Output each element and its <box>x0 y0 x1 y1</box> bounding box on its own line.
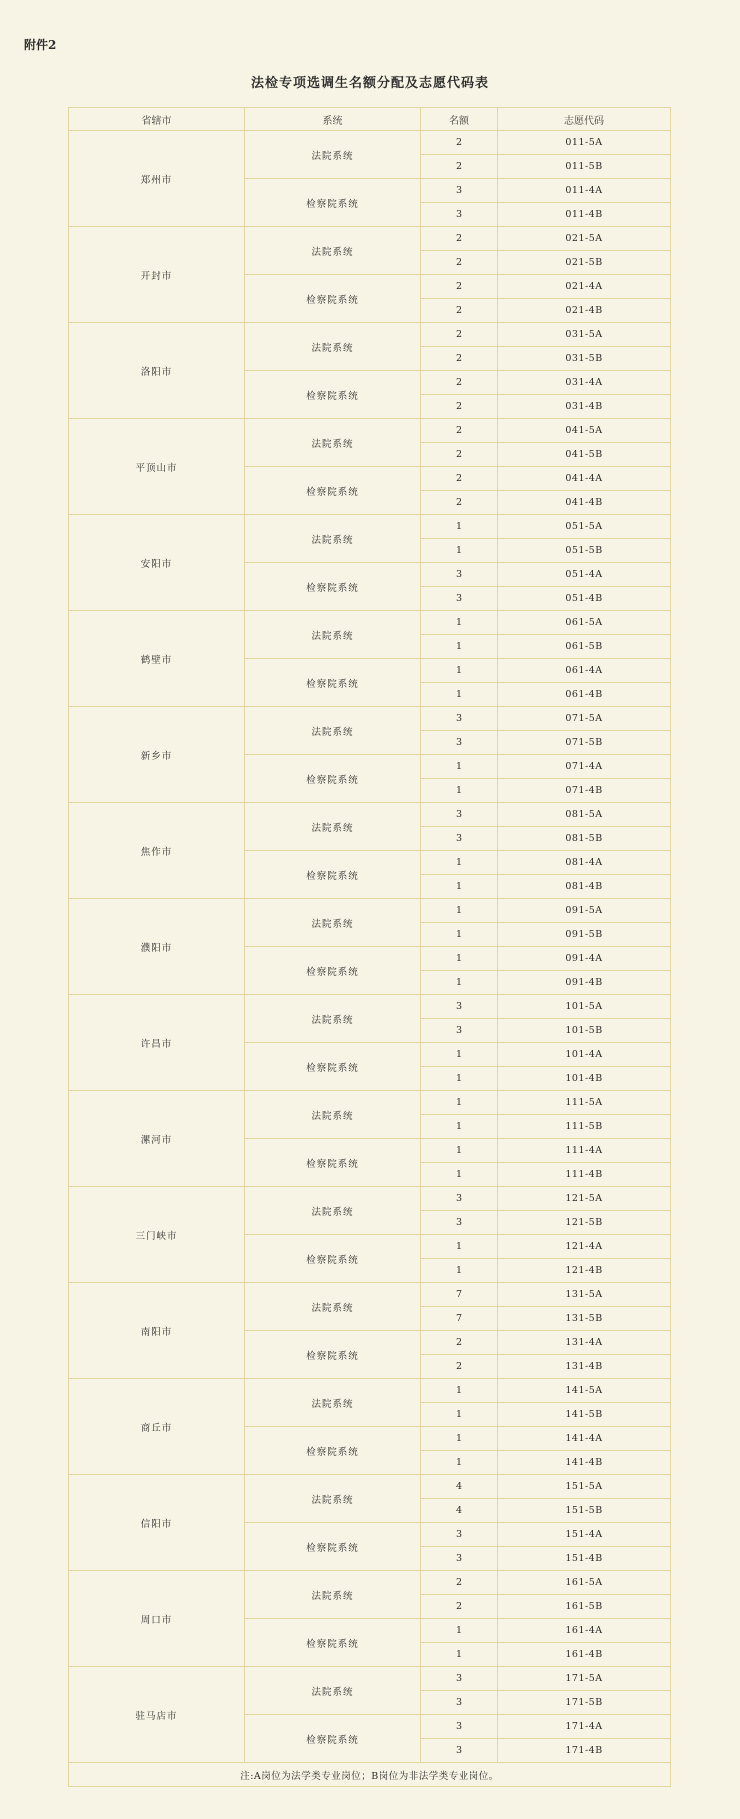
quota-cell: 3 <box>421 1691 498 1715</box>
quota-cell: 1 <box>421 1403 498 1427</box>
code-cell: 101-5B <box>498 1019 671 1043</box>
quota-cell: 1 <box>421 947 498 971</box>
system-cell: 检察院系统 <box>245 1331 421 1379</box>
quota-cell: 3 <box>421 1739 498 1763</box>
quota-cell: 2 <box>421 467 498 491</box>
city-cell: 南阳市 <box>69 1283 245 1379</box>
code-cell: 111-5A <box>498 1091 671 1115</box>
code-cell: 141-5B <box>498 1403 671 1427</box>
quota-cell: 2 <box>421 395 498 419</box>
code-cell: 061-4A <box>498 659 671 683</box>
quota-cell: 1 <box>421 1259 498 1283</box>
quota-table <box>68 107 671 1787</box>
code-cell: 171-5B <box>498 1691 671 1715</box>
quota-cell: 1 <box>421 1451 498 1475</box>
system-cell: 法院系统 <box>245 707 421 755</box>
city-cell: 信阳市 <box>69 1475 245 1571</box>
code-cell: 131-4B <box>498 1355 671 1379</box>
quota-cell: 1 <box>421 923 498 947</box>
code-cell: 141-4B <box>498 1451 671 1475</box>
quota-cell: 2 <box>421 1595 498 1619</box>
system-cell: 法院系统 <box>245 899 421 947</box>
code-cell: 021-5A <box>498 227 671 251</box>
city-cell: 濮阳市 <box>69 899 245 995</box>
code-cell: 041-4A <box>498 467 671 491</box>
system-cell: 检察院系统 <box>245 755 421 803</box>
code-cell: 011-4A <box>498 179 671 203</box>
code-cell: 151-4A <box>498 1523 671 1547</box>
code-cell: 071-4B <box>498 779 671 803</box>
code-cell: 041-5A <box>498 419 671 443</box>
code-cell: 051-4A <box>498 563 671 587</box>
system-cell: 检察院系统 <box>245 1235 421 1283</box>
quota-cell: 3 <box>421 827 498 851</box>
quota-cell: 1 <box>421 899 498 923</box>
code-cell: 021-5B <box>498 251 671 275</box>
quota-cell: 1 <box>421 1067 498 1091</box>
table-row <box>69 1475 671 1499</box>
code-cell: 111-5B <box>498 1115 671 1139</box>
city-cell: 周口市 <box>69 1571 245 1667</box>
city-cell: 商丘市 <box>69 1379 245 1475</box>
code-cell: 031-4A <box>498 371 671 395</box>
table-row <box>69 995 671 1019</box>
code-cell: 021-4B <box>498 299 671 323</box>
table-row <box>69 1091 671 1115</box>
quota-cell: 1 <box>421 1235 498 1259</box>
city-cell: 漯河市 <box>69 1091 245 1187</box>
code-cell: 121-4B <box>498 1259 671 1283</box>
quota-cell: 7 <box>421 1283 498 1307</box>
system-cell: 法院系统 <box>245 131 421 179</box>
table-body <box>69 131 671 1763</box>
system-cell: 法院系统 <box>245 1187 421 1235</box>
quota-cell: 4 <box>421 1499 498 1523</box>
code-cell: 151-5A <box>498 1475 671 1499</box>
quota-cell: 1 <box>421 971 498 995</box>
code-cell: 161-5A <box>498 1571 671 1595</box>
quota-cell: 2 <box>421 1355 498 1379</box>
code-cell: 081-4B <box>498 875 671 899</box>
system-cell: 法院系统 <box>245 1379 421 1427</box>
header-row <box>69 108 671 131</box>
code-cell: 091-5A <box>498 899 671 923</box>
quota-cell: 2 <box>421 443 498 467</box>
code-cell: 031-5A <box>498 323 671 347</box>
quota-cell: 1 <box>421 1043 498 1067</box>
code-cell: 061-5A <box>498 611 671 635</box>
header-code: 志愿代码 <box>498 108 671 131</box>
attachment-label: 附件2 <box>24 38 57 52</box>
quota-cell: 2 <box>421 1331 498 1355</box>
quota-cell: 1 <box>421 851 498 875</box>
quota-cell: 2 <box>421 347 498 371</box>
quota-cell: 3 <box>421 1547 498 1571</box>
quota-cell: 1 <box>421 635 498 659</box>
quota-cell: 2 <box>421 275 498 299</box>
code-cell: 151-4B <box>498 1547 671 1571</box>
table-row <box>69 131 671 155</box>
quota-cell: 3 <box>421 803 498 827</box>
code-cell: 011-5B <box>498 155 671 179</box>
quota-cell: 3 <box>421 1715 498 1739</box>
system-cell: 检察院系统 <box>245 851 421 899</box>
quota-cell: 2 <box>421 251 498 275</box>
code-cell: 171-4A <box>498 1715 671 1739</box>
code-cell: 091-4A <box>498 947 671 971</box>
code-cell: 081-5A <box>498 803 671 827</box>
code-cell: 091-5B <box>498 923 671 947</box>
quota-cell: 1 <box>421 611 498 635</box>
city-cell: 三门峡市 <box>69 1187 245 1283</box>
code-cell: 171-4B <box>498 1739 671 1763</box>
quota-cell: 1 <box>421 1091 498 1115</box>
table-row <box>69 419 671 443</box>
code-cell: 031-4B <box>498 395 671 419</box>
table-row <box>69 1667 671 1691</box>
code-cell: 131-5B <box>498 1307 671 1331</box>
quota-cell: 2 <box>421 155 498 179</box>
code-cell: 111-4B <box>498 1163 671 1187</box>
quota-cell: 2 <box>421 1571 498 1595</box>
city-cell: 许昌市 <box>69 995 245 1091</box>
system-cell: 法院系统 <box>245 515 421 563</box>
code-cell: 071-4A <box>498 755 671 779</box>
table-row <box>69 611 671 635</box>
quota-cell: 2 <box>421 491 498 515</box>
system-cell: 法院系统 <box>245 323 421 371</box>
table-row <box>69 1379 671 1403</box>
code-cell: 141-4A <box>498 1427 671 1451</box>
system-cell: 检察院系统 <box>245 1523 421 1571</box>
code-cell: 081-5B <box>498 827 671 851</box>
quota-cell: 3 <box>421 587 498 611</box>
system-cell: 检察院系统 <box>245 659 421 707</box>
code-cell: 101-4B <box>498 1067 671 1091</box>
quota-cell: 2 <box>421 419 498 443</box>
system-cell: 法院系统 <box>245 419 421 467</box>
code-cell: 011-4B <box>498 203 671 227</box>
quota-cell: 2 <box>421 323 498 347</box>
quota-cell: 3 <box>421 1019 498 1043</box>
code-cell: 051-5A <box>498 515 671 539</box>
code-cell: 061-4B <box>498 683 671 707</box>
quota-cell: 3 <box>421 179 498 203</box>
city-cell: 安阳市 <box>69 515 245 611</box>
city-cell: 开封市 <box>69 227 245 323</box>
code-cell: 171-5A <box>498 1667 671 1691</box>
quota-cell: 3 <box>421 995 498 1019</box>
quota-cell: 1 <box>421 1643 498 1667</box>
system-cell: 检察院系统 <box>245 179 421 227</box>
code-cell: 111-4A <box>498 1139 671 1163</box>
code-cell: 131-5A <box>498 1283 671 1307</box>
system-cell: 法院系统 <box>245 995 421 1043</box>
code-cell: 041-5B <box>498 443 671 467</box>
system-cell: 法院系统 <box>245 1283 421 1331</box>
quota-cell: 1 <box>421 539 498 563</box>
quota-cell: 3 <box>421 563 498 587</box>
code-cell: 161-4A <box>498 1619 671 1643</box>
code-cell: 131-4A <box>498 1331 671 1355</box>
quota-cell: 3 <box>421 1211 498 1235</box>
quota-cell: 4 <box>421 1475 498 1499</box>
system-cell: 法院系统 <box>245 1091 421 1139</box>
system-cell: 法院系统 <box>245 803 421 851</box>
table-row <box>69 227 671 251</box>
system-cell: 检察院系统 <box>245 947 421 995</box>
code-cell: 141-5A <box>498 1379 671 1403</box>
table-note: 注:A岗位为法学类专业岗位；B岗位为非法学类专业岗位。 <box>69 1763 671 1787</box>
system-cell: 检察院系统 <box>245 1043 421 1091</box>
code-cell: 161-4B <box>498 1643 671 1667</box>
system-cell: 法院系统 <box>245 611 421 659</box>
table-row <box>69 1283 671 1307</box>
system-cell: 检察院系统 <box>245 563 421 611</box>
system-cell: 法院系统 <box>245 1475 421 1523</box>
header-city: 省辖市 <box>69 108 245 131</box>
quota-cell: 2 <box>421 299 498 323</box>
city-cell: 新乡市 <box>69 707 245 803</box>
system-cell: 法院系统 <box>245 1571 421 1619</box>
system-cell: 检察院系统 <box>245 275 421 323</box>
city-cell: 驻马店市 <box>69 1667 245 1763</box>
table-row <box>69 1187 671 1211</box>
code-cell: 121-4A <box>498 1235 671 1259</box>
quota-cell: 1 <box>421 1163 498 1187</box>
code-cell: 101-4A <box>498 1043 671 1067</box>
system-cell: 检察院系统 <box>245 1139 421 1187</box>
quota-cell: 3 <box>421 731 498 755</box>
system-cell: 检察院系统 <box>245 371 421 419</box>
table-row <box>69 323 671 347</box>
system-cell: 检察院系统 <box>245 1427 421 1475</box>
quota-cell: 1 <box>421 515 498 539</box>
system-cell: 检察院系统 <box>245 467 421 515</box>
table-row <box>69 707 671 731</box>
table-row <box>69 1571 671 1595</box>
city-cell: 郑州市 <box>69 131 245 227</box>
header-system: 系统 <box>245 108 421 131</box>
quota-cell: 3 <box>421 1187 498 1211</box>
code-cell: 031-5B <box>498 347 671 371</box>
quota-cell: 1 <box>421 779 498 803</box>
quota-cell: 1 <box>421 875 498 899</box>
code-cell: 051-5B <box>498 539 671 563</box>
table-row <box>69 803 671 827</box>
city-cell: 洛阳市 <box>69 323 245 419</box>
quota-cell: 3 <box>421 203 498 227</box>
code-cell: 121-5B <box>498 1211 671 1235</box>
quota-cell: 2 <box>421 371 498 395</box>
quota-cell: 3 <box>421 1667 498 1691</box>
quota-cell: 1 <box>421 683 498 707</box>
code-cell: 071-5B <box>498 731 671 755</box>
code-cell: 021-4A <box>498 275 671 299</box>
city-cell: 焦作市 <box>69 803 245 899</box>
system-cell: 法院系统 <box>245 1667 421 1715</box>
header-quota: 名额 <box>421 108 498 131</box>
code-cell: 041-4B <box>498 491 671 515</box>
city-cell: 平顶山市 <box>69 419 245 515</box>
quota-cell: 2 <box>421 131 498 155</box>
system-cell: 法院系统 <box>245 227 421 275</box>
quota-cell: 1 <box>421 1115 498 1139</box>
system-cell: 检察院系统 <box>245 1715 421 1763</box>
code-cell: 091-4B <box>498 971 671 995</box>
quota-cell: 1 <box>421 659 498 683</box>
code-cell: 101-5A <box>498 995 671 1019</box>
quota-cell: 3 <box>421 707 498 731</box>
quota-cell: 7 <box>421 1307 498 1331</box>
table-row <box>69 515 671 539</box>
quota-cell: 1 <box>421 755 498 779</box>
quota-cell: 1 <box>421 1379 498 1403</box>
code-cell: 151-5B <box>498 1499 671 1523</box>
system-cell: 检察院系统 <box>245 1619 421 1667</box>
code-cell: 051-4B <box>498 587 671 611</box>
code-cell: 071-5A <box>498 707 671 731</box>
code-cell: 121-5A <box>498 1187 671 1211</box>
code-cell: 081-4A <box>498 851 671 875</box>
code-cell: 011-5A <box>498 131 671 155</box>
quota-cell: 2 <box>421 227 498 251</box>
quota-cell: 1 <box>421 1427 498 1451</box>
city-cell: 鹤壁市 <box>69 611 245 707</box>
table-row <box>69 899 671 923</box>
quota-cell: 1 <box>421 1139 498 1163</box>
code-cell: 061-5B <box>498 635 671 659</box>
quota-cell: 3 <box>421 1523 498 1547</box>
code-cell: 161-5B <box>498 1595 671 1619</box>
note-row <box>69 1763 671 1787</box>
document-title: 法检专项选调生名额分配及志愿代码表 <box>250 76 489 91</box>
quota-cell: 1 <box>421 1619 498 1643</box>
